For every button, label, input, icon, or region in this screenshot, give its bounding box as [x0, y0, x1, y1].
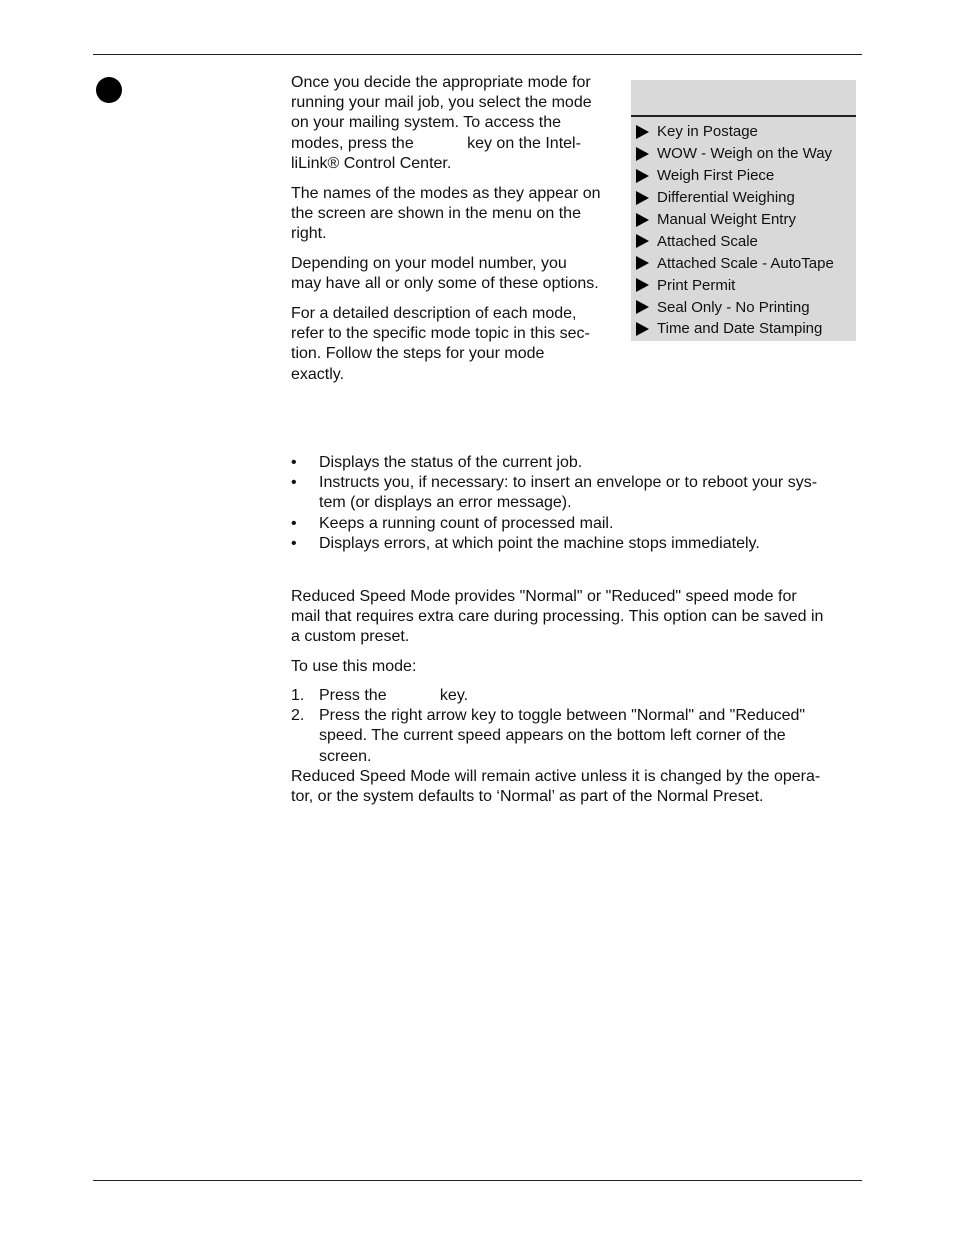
reduced-speed-line: Reduced Speed Mode provides "Normal" or "Reduced" speed mode for [291, 588, 797, 605]
bullet-marker: • [291, 474, 297, 492]
mode-menu-label: Weigh First Piece [657, 167, 775, 185]
step-item [291, 706, 805, 767]
step-number: 1. [291, 687, 305, 704]
bullet-marker: • [291, 514, 297, 532]
reduced-speed-line: mail that requires extra care during processing. This option can be saved in [291, 608, 824, 626]
mode-menu-list [631, 117, 856, 340]
model-line: may have all or only some of these options. [291, 275, 599, 293]
intro-paragraph [291, 73, 592, 174]
model-line: Depending on your model number, you [291, 255, 567, 272]
mode-menu-header [631, 80, 856, 117]
mode-menu-item[interactable] [636, 143, 856, 165]
closing-line: Reduced Speed Mode will remain active unless it is changed by the opera- [291, 768, 821, 785]
list-item-text: tem (or displays an error message). [319, 494, 572, 512]
detail-line: For a detailed description of each mode, [291, 305, 577, 322]
step-item [291, 686, 805, 706]
closing-paragraph [291, 767, 820, 807]
use-mode-text: To use this mode: [291, 658, 417, 675]
names-line: right. [291, 225, 327, 243]
use-mode-intro [291, 657, 416, 677]
section-marker-dot [96, 77, 122, 103]
right-triangle-icon [636, 234, 649, 248]
right-triangle-icon [636, 213, 649, 227]
mode-menu-item[interactable] [636, 318, 856, 340]
intro-line: running your mail job, you select the mode [291, 94, 592, 112]
closing-line: tor, or the system defaults to ‘Normal’ as part of the Normal Preset. [291, 788, 764, 806]
list-item [291, 534, 817, 554]
detail-line: tion. Follow the steps for your mode [291, 345, 545, 363]
mode-menu-label: Attached Scale [657, 232, 758, 250]
right-triangle-icon [636, 278, 649, 292]
mode-menu-item[interactable] [636, 230, 856, 252]
mode-menu-item[interactable] [636, 252, 856, 274]
mode-menu-item[interactable] [636, 209, 856, 231]
intro-line: on your mailing system. To access the [291, 114, 562, 132]
bullet-marker: • [291, 454, 297, 471]
names-line: the screen are shown in the menu on the [291, 205, 581, 223]
mode-menu-label: Time and Date Stamping [657, 320, 823, 338]
mode-menu-label: Seal Only - No Printing [657, 298, 810, 316]
step-number: 2. [291, 707, 305, 725]
step-text: Press the key. [319, 687, 469, 704]
right-triangle-icon [636, 169, 649, 183]
mode-menu-item[interactable] [636, 187, 856, 209]
list-item-text: Keeps a running count of processed mail. [319, 514, 614, 532]
reduced-speed-line: a custom preset. [291, 628, 410, 646]
list-item [291, 453, 817, 473]
right-triangle-icon [636, 125, 649, 139]
names-paragraph [291, 184, 601, 245]
step-text: Press the right arrow key to toggle between "Normal" and "Reduced" [319, 707, 806, 725]
right-triangle-icon [636, 256, 649, 270]
mode-menu-label: Print Permit [657, 276, 736, 294]
list-item-text: Instructs you, if necessary: to insert an envelope or to reboot your sys- [319, 474, 818, 492]
bottom-rule [93, 1180, 862, 1181]
mode-menu-item[interactable] [636, 165, 856, 187]
mode-menu-item[interactable] [636, 274, 856, 296]
detail-line: refer to the specific mode topic in this sec- [291, 325, 590, 343]
right-triangle-icon [636, 322, 649, 336]
mode-menu-item[interactable] [636, 296, 856, 318]
list-item-text: Displays the status of the current job. [319, 454, 583, 471]
status-bullet-list [291, 453, 817, 554]
mode-menu-label: Manual Weight Entry [657, 211, 796, 228]
reduced-speed-paragraph [291, 587, 823, 648]
list-item [291, 473, 817, 513]
names-line: The names of the modes as they appear on [291, 185, 601, 202]
bullet-marker: • [291, 534, 297, 552]
right-triangle-icon [636, 191, 649, 205]
right-triangle-icon [636, 300, 649, 314]
step-text: screen. [319, 747, 372, 765]
steps-list [291, 686, 805, 767]
detail-line: exactly. [291, 365, 345, 383]
mode-menu-label: Key in Postage [657, 123, 758, 141]
list-item [291, 514, 817, 534]
intro-line: modes, press the key on the Intel- [291, 134, 581, 152]
list-item-text: Displays errors, at which point the machine stops immediately. [319, 534, 760, 552]
right-triangle-icon [636, 147, 649, 161]
mode-menu-label: Attached Scale - AutoTape [657, 254, 834, 272]
intro-line: Once you decide the appropriate mode for [291, 74, 591, 91]
mode-menu-label: WOW - Weigh on the Way [657, 145, 833, 163]
mode-menu-label: Differential Weighing [657, 189, 795, 207]
step-text: speed. The current speed appears on the bottom left corner of the [319, 727, 786, 745]
detail-paragraph [291, 304, 590, 385]
intro-line: liLink® Control Center. [291, 154, 452, 172]
model-paragraph [291, 254, 599, 294]
top-rule [93, 54, 862, 55]
mode-menu-panel [631, 80, 856, 341]
mode-menu-item[interactable] [636, 121, 856, 143]
